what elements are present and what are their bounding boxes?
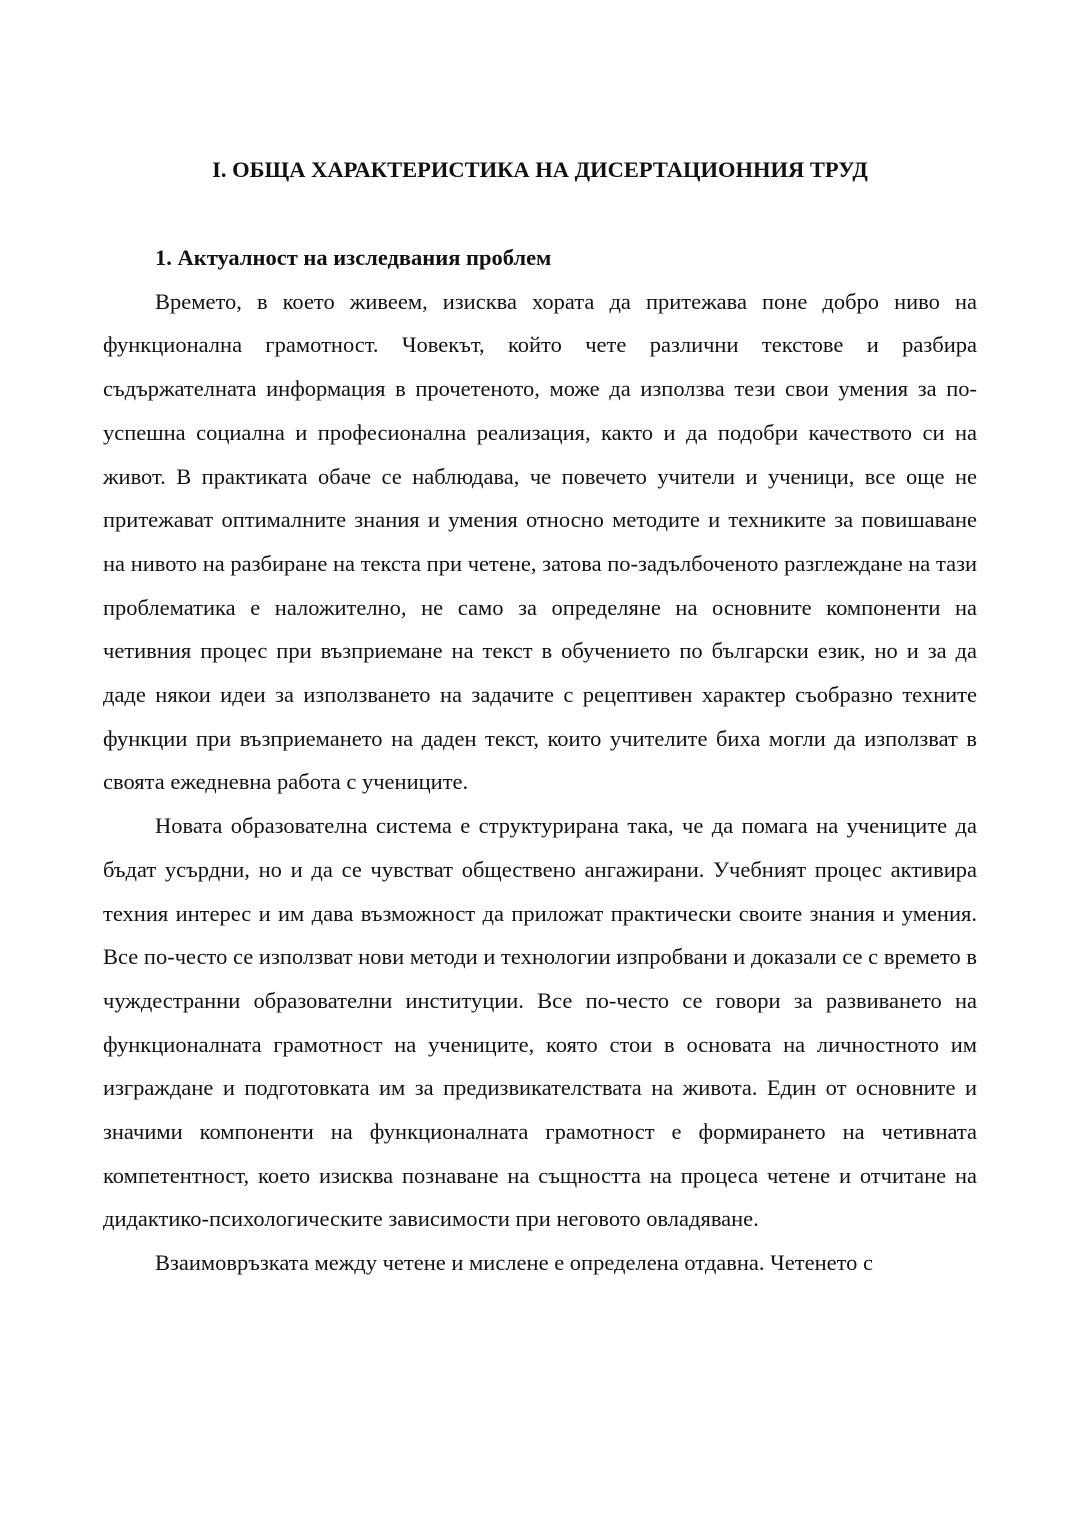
- document-body: [103, 236, 977, 1285]
- paragraph: Взаимовръзката между четене и мислене е определена отдавна. Четенето с: [155, 1250, 874, 1276]
- chapter-title: I. ОБЩА ХАРАКТЕРИСТИКА НА ДИСЕРТАЦИОННИЯ ТРУД: [212, 157, 868, 182]
- section-title: 1. Актуалност на изследвания проблем: [155, 245, 552, 270]
- paragraph: Времето, в което живеем, изисква хората да притежава поне добро ниво на функционална грамотност. Човекът, който чете различни текстове и разбира съдържателната информация в прочетеното, може да използва тези свои умения за по-успешна социална и професионална реализация, както и да подобри качеството си на живот. В практиката обаче се наблюдава, че повечето учители и ученици, все още не притежават оптималните знания и умения относно методите и техниките за повишаване на нивото на разбиране на текста при четене, затова по-задълбоченото разглеждане на тази проблематика е наложително, не само за определяне на основните компоненти на четивния процес при възприемане на текст в обучението по български език, но и за да даде някои идеи за използването на задачите с рецептивен характер съобразно техните функции при възприемането на даден текст, които учителите биха могли да използват в своята ежедневна работа с учениците.: [103, 288, 977, 795]
- paragraph: Новата образователна система е структурирана така, че да помага на учениците да бъдат усърдни, но и да се чувстват обществено ангажирани. Учебният процес активира техния интерес и им дава възможност да приложат практически своите знания и умения. Все по-често се използват нови методи и технологии изпробвани и доказали се с времето в чуждестранни образователни институции. Все по-често се говори за развиването на функционалната грамотност на учениците, която стои в основата на личностното им изграждане и подготовката им за предизвикателствата на живота. Един от основните и значими компоненти на функционалната грамотност е формирането на четивната компетентност, което изисква познаване на същността на процеса четене и отчитане на дидактико-психологическите зависимости при неговото овладяване.: [103, 813, 977, 1232]
